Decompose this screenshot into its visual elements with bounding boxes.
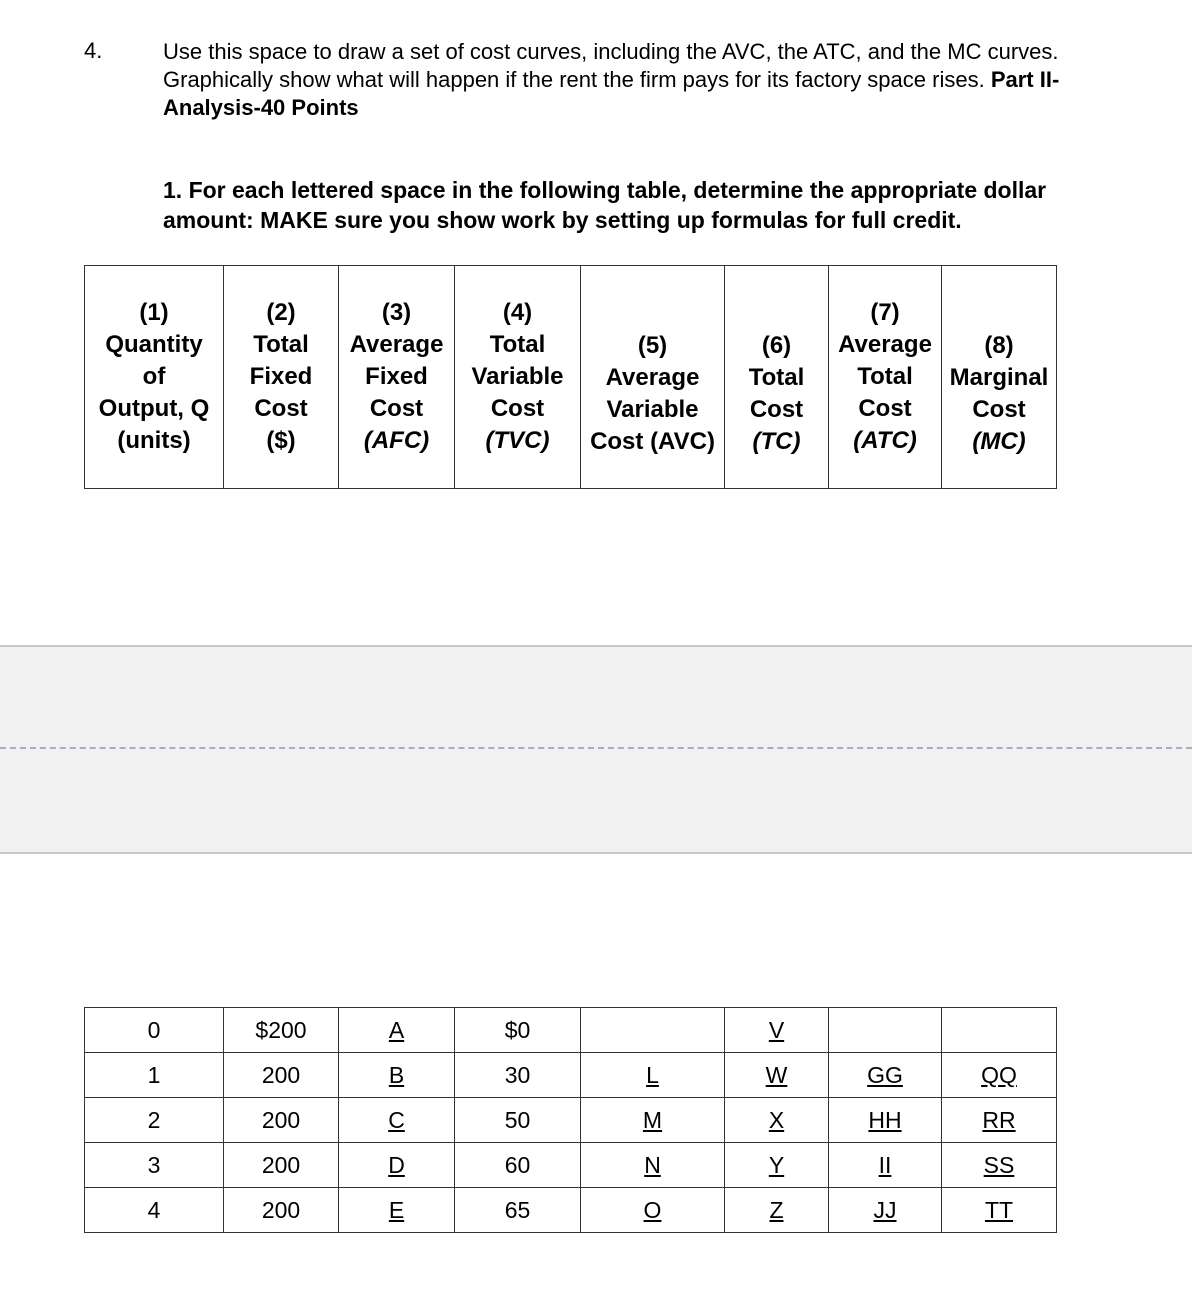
part-label: Part II- Analysis-40 Points bbox=[163, 67, 1060, 120]
cell-tc: V bbox=[725, 1008, 829, 1053]
header-marginal-cost: (8) Marginal Cost (MC) bbox=[942, 266, 1057, 489]
cost-table-header bbox=[84, 265, 1057, 489]
cell-atc: HH bbox=[829, 1098, 942, 1143]
cell-afc: E bbox=[339, 1188, 455, 1233]
table-row bbox=[85, 1143, 1057, 1188]
header-average-variable-cost: (5) Average Variable Cost (AVC) bbox=[581, 266, 725, 489]
table-row bbox=[85, 1053, 1057, 1098]
cell-quantity: 1 bbox=[85, 1053, 224, 1098]
table-row bbox=[85, 1008, 1057, 1053]
cell-mc: RR bbox=[942, 1098, 1057, 1143]
cell-afc: A bbox=[339, 1008, 455, 1053]
table-row bbox=[85, 1098, 1057, 1143]
cell-afc: C bbox=[339, 1098, 455, 1143]
page-break-dashed-line bbox=[0, 747, 1192, 749]
cell-tc: Z bbox=[725, 1188, 829, 1233]
header-average-fixed-cost: (3) Average Fixed Cost (AFC) bbox=[339, 266, 455, 489]
question-text bbox=[163, 38, 1063, 122]
cell-afc: D bbox=[339, 1143, 455, 1188]
cell-atc bbox=[829, 1008, 942, 1053]
cell-tvc: 60 bbox=[455, 1143, 581, 1188]
header-quantity: (1) Quantity of Output, Q (units) bbox=[85, 266, 224, 489]
cell-tvc: 30 bbox=[455, 1053, 581, 1098]
cell-atc: JJ bbox=[829, 1188, 942, 1233]
cost-table-body bbox=[84, 1007, 1057, 1233]
table-row bbox=[85, 1188, 1057, 1233]
cell-quantity: 2 bbox=[85, 1098, 224, 1143]
cell-afc: B bbox=[339, 1053, 455, 1098]
cell-atc: II bbox=[829, 1143, 942, 1188]
cell-tvc: $0 bbox=[455, 1008, 581, 1053]
question-number: 4. bbox=[84, 38, 103, 63]
page-break-band bbox=[0, 645, 1192, 854]
cell-quantity: 4 bbox=[85, 1188, 224, 1233]
cell-avc: L bbox=[581, 1053, 725, 1098]
cell-mc bbox=[942, 1008, 1057, 1053]
question-body: Use this space to draw a set of cost curves, including the AVC, the ATC, and the MC curves. Graphically show what will happen if the rent the firm pays for its factory space rises. bbox=[163, 39, 1059, 92]
header-total-fixed-cost: (2) Total Fixed Cost ($) bbox=[224, 266, 339, 489]
cell-tc: Y bbox=[725, 1143, 829, 1188]
cell-tvc: 50 bbox=[455, 1098, 581, 1143]
cell-tc: W bbox=[725, 1053, 829, 1098]
cell-tvc: 65 bbox=[455, 1188, 581, 1233]
header-total-variable-cost: (4) Total Variable Cost (TVC) bbox=[455, 266, 581, 489]
cell-avc: O bbox=[581, 1188, 725, 1233]
cell-tc: X bbox=[725, 1098, 829, 1143]
cell-quantity: 0 bbox=[85, 1008, 224, 1053]
header-average-total-cost: (7) Average Total Cost (ATC) bbox=[829, 266, 942, 489]
cell-atc: GG bbox=[829, 1053, 942, 1098]
cell-tfc: 200 bbox=[224, 1053, 339, 1098]
cell-avc: M bbox=[581, 1098, 725, 1143]
cell-avc: N bbox=[581, 1143, 725, 1188]
cell-tfc: 200 bbox=[224, 1188, 339, 1233]
cell-tfc: 200 bbox=[224, 1098, 339, 1143]
cell-tfc: 200 bbox=[224, 1143, 339, 1188]
cell-tfc: $200 bbox=[224, 1008, 339, 1053]
cell-mc: QQ bbox=[942, 1053, 1057, 1098]
header-total-cost: (6) Total Cost (TC) bbox=[725, 266, 829, 489]
cell-mc: SS bbox=[942, 1143, 1057, 1188]
cell-mc: TT bbox=[942, 1188, 1057, 1233]
part1-instruction: 1. For each lettered space in the following table, determine the appropriate dollar amount: MAKE sure you show work by setting up formulas for full credit. bbox=[163, 177, 1047, 233]
cell-avc bbox=[581, 1008, 725, 1053]
cell-quantity: 3 bbox=[85, 1143, 224, 1188]
